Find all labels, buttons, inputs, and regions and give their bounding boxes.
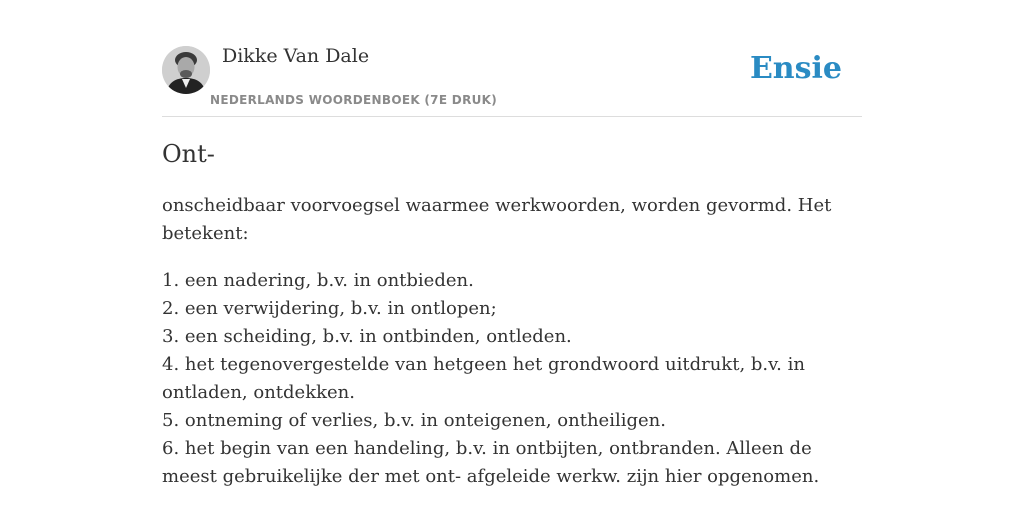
meaning-item: 1. een nadering, b.v. in ontbieden. (162, 270, 474, 291)
entry-header (162, 40, 862, 117)
entry-term: Ont- (162, 140, 215, 168)
meaning-item: 2. een verwijdering, b.v. in ontlopen; (162, 298, 497, 319)
meaning-item: 6. het begin van een handeling, b.v. in ontbijten, ontbranden. Alleen de meest gebruikelijke der met ont- afgeleide werkw. zijn hier opgenomen. (162, 438, 820, 487)
definition-intro: onscheidbaar voorvoegsel waarmee werkwoorden, worden gevormd. Het betekent: (162, 195, 832, 244)
meaning-item: 3. een scheiding, b.v. in ontbinden, ontleden. (162, 326, 572, 347)
meaning-item: 5. ontneming of verlies, b.v. in onteigenen, ontheiligen. (162, 410, 666, 431)
author-name[interactable]: Dikke Van Dale (222, 45, 370, 67)
meaning-item: 4. het tegenovergestelde van hetgeen het grondwoord uitdrukt, b.v. in ontladen, ontdekken. (162, 354, 805, 403)
entry-definition (162, 192, 862, 491)
source-label: NEDERLANDS WOORDENBOEK (7E DRUK) (210, 93, 498, 107)
brand-logo[interactable]: Ensie (749, 51, 842, 86)
portrait-icon (162, 46, 210, 94)
author-avatar[interactable] (162, 46, 210, 94)
